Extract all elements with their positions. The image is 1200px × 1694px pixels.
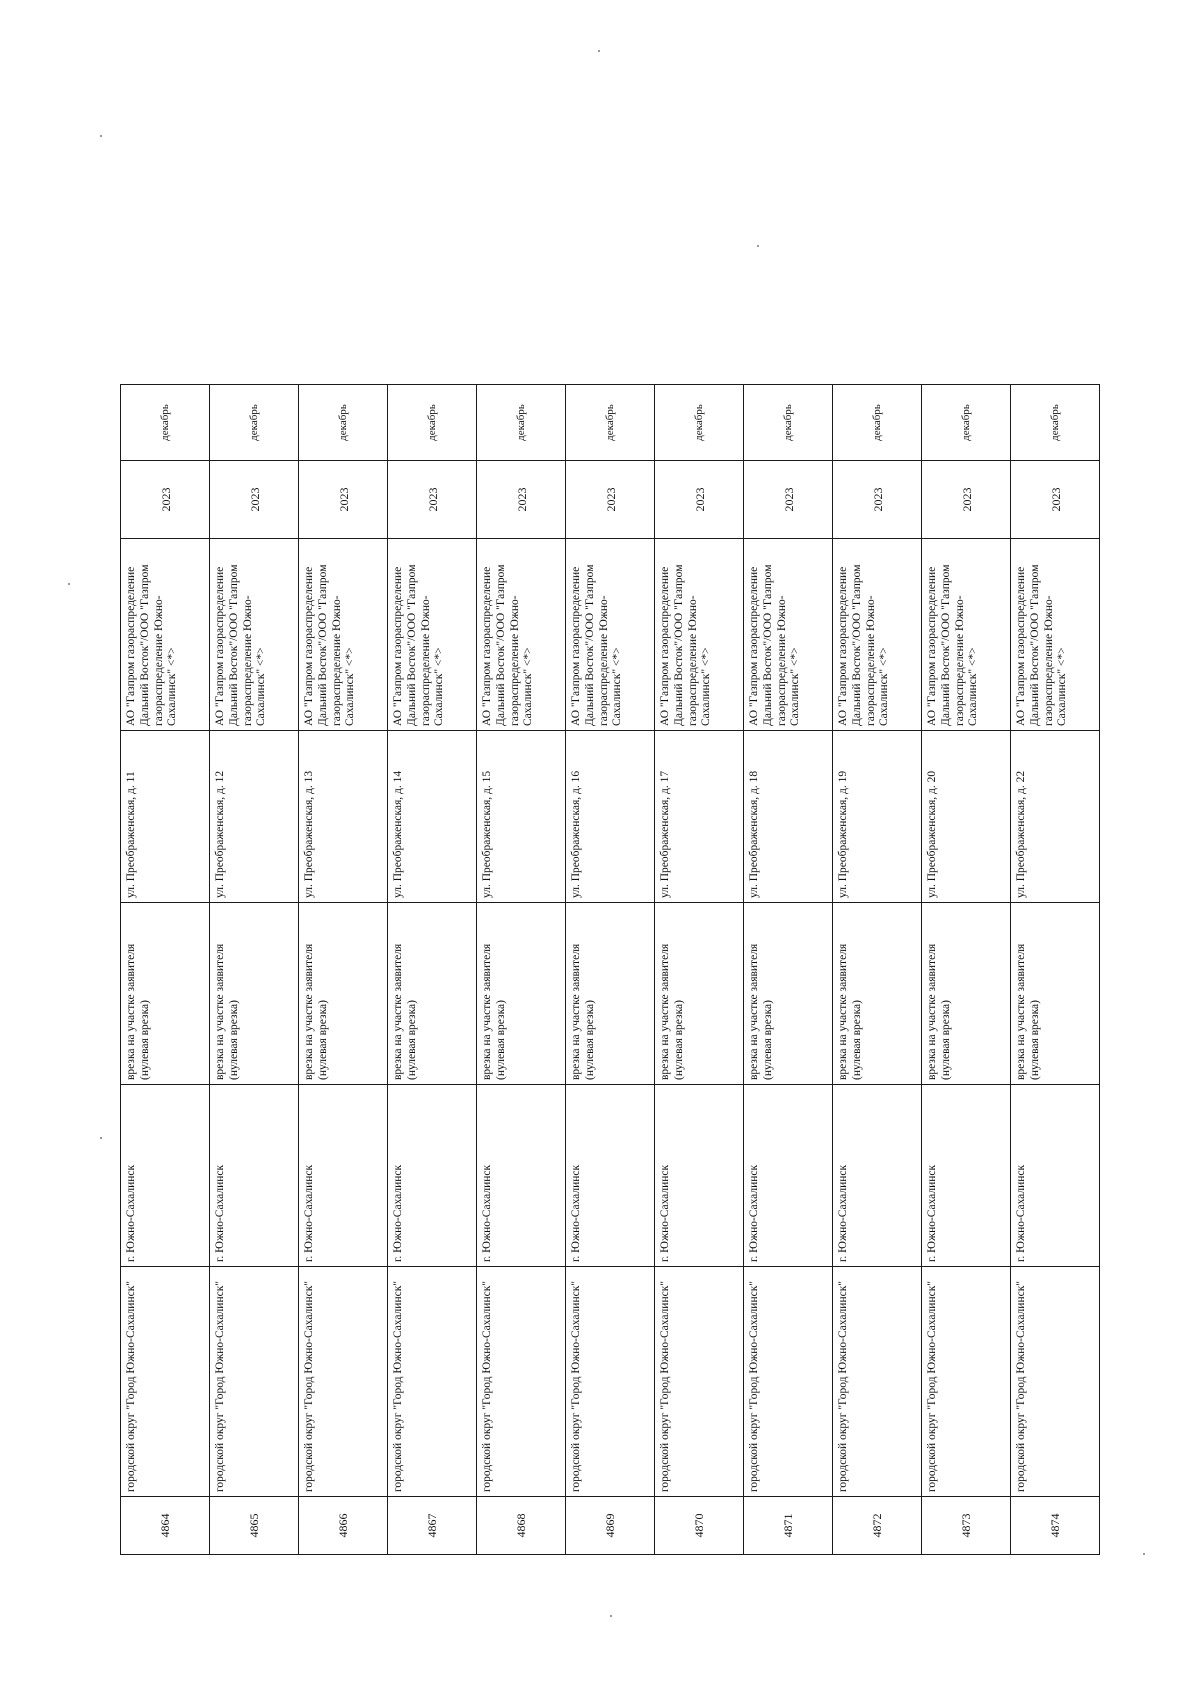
locality-cell: г. Южно-Сахалинск — [299, 1085, 388, 1267]
work-type-cell: врезка на участке заявителя (нулевая врезка) — [210, 903, 299, 1085]
locality-cell: г. Южно-Сахалинск — [388, 1085, 477, 1267]
municipality-cell: городской округ "Город Южно-Сахалинск" — [210, 1267, 299, 1497]
scan-speck — [598, 50, 600, 52]
organization-cell: АО "Газпром газораспределение Дальний Восток"/ООО "Газпром газораспределение Южно-Сахалинск" <*> — [299, 539, 388, 731]
organization-cell: АО "Газпром газораспределение Дальний Восток"/ООО "Газпром газораспределение Южно-Сахалинск" <*> — [477, 539, 566, 731]
row-number: 4864 — [121, 1497, 210, 1555]
month-cell: декабрь — [210, 385, 299, 461]
scan-speck — [757, 245, 759, 247]
month-cell: декабрь — [388, 385, 477, 461]
month-cell: декабрь — [566, 385, 655, 461]
row-number: 4865 — [210, 1497, 299, 1555]
scan-speck — [68, 583, 70, 585]
year-cell: 2023 — [922, 461, 1011, 539]
organization-cell: АО "Газпром газораспределение Дальний Восток"/ООО "Газпром газораспределение Южно-Сахалинск" <*> — [388, 539, 477, 731]
organization-cell: АО "Газпром газораспределение Дальний Восток"/ООО "Газпром газораспределение Южно-Сахалинск" <*> — [210, 539, 299, 731]
table-row — [744, 385, 833, 1555]
year-cell: 2023 — [388, 461, 477, 539]
gas-connection-table — [120, 384, 1100, 1555]
year-cell: 2023 — [655, 461, 744, 539]
locality-cell: г. Южно-Сахалинск — [566, 1085, 655, 1267]
address-cell: ул. Преображенская, д. 11 — [121, 731, 210, 903]
municipality-cell: городской округ "Город Южно-Сахалинск" — [121, 1267, 210, 1497]
work-type-cell: врезка на участке заявителя (нулевая врезка) — [121, 903, 210, 1085]
organization-cell: АО "Газпром газораспределение Дальний Восток"/ООО "Газпром газораспределение Южно-Сахалинск" <*> — [922, 539, 1011, 731]
row-number: 4871 — [744, 1497, 833, 1555]
table-row — [388, 385, 477, 1555]
address-cell: ул. Преображенская, д. 14 — [388, 731, 477, 903]
year-cell: 2023 — [1011, 461, 1100, 539]
work-type-cell: врезка на участке заявителя (нулевая врезка) — [566, 903, 655, 1085]
address-cell: ул. Преображенская, д. 22 — [1011, 731, 1100, 903]
row-number: 4873 — [922, 1497, 1011, 1555]
locality-cell: г. Южно-Сахалинск — [210, 1085, 299, 1267]
address-cell: ул. Преображенская, д. 19 — [833, 731, 922, 903]
organization-cell: АО "Газпром газораспределение Дальний Восток"/ООО "Газпром газораспределение Южно-Сахалинск" <*> — [744, 539, 833, 731]
month-cell: декабрь — [121, 385, 210, 461]
address-cell: ул. Преображенская, д. 13 — [299, 731, 388, 903]
row-number: 4872 — [833, 1497, 922, 1555]
municipality-cell: городской округ "Город Южно-Сахалинск" — [388, 1267, 477, 1497]
work-type-cell: врезка на участке заявителя (нулевая врезка) — [388, 903, 477, 1085]
municipality-cell: городской округ "Город Южно-Сахалинск" — [477, 1267, 566, 1497]
year-cell: 2023 — [121, 461, 210, 539]
table-row — [833, 385, 922, 1555]
work-type-cell: врезка на участке заявителя (нулевая врезка) — [1011, 903, 1100, 1085]
organization-cell: АО "Газпром газораспределение Дальний Восток"/ООО "Газпром газораспределение Южно-Сахалинск" <*> — [833, 539, 922, 731]
rotated-table-container — [120, 385, 1100, 1555]
locality-cell: г. Южно-Сахалинск — [744, 1085, 833, 1267]
month-cell: декабрь — [299, 385, 388, 461]
row-number: 4866 — [299, 1497, 388, 1555]
work-type-cell: врезка на участке заявителя (нулевая врезка) — [655, 903, 744, 1085]
scan-speck — [1143, 1553, 1145, 1555]
scan-speck — [100, 1137, 102, 1139]
work-type-cell: врезка на участке заявителя (нулевая врезка) — [922, 903, 1011, 1085]
municipality-cell: городской округ "Город Южно-Сахалинск" — [299, 1267, 388, 1497]
table-row — [477, 385, 566, 1555]
address-cell: ул. Преображенская, д. 18 — [744, 731, 833, 903]
address-cell: ул. Преображенская, д. 15 — [477, 731, 566, 903]
row-number: 4868 — [477, 1497, 566, 1555]
locality-cell: г. Южно-Сахалинск — [477, 1085, 566, 1267]
municipality-cell: городской округ "Город Южно-Сахалинск" — [744, 1267, 833, 1497]
work-type-cell: врезка на участке заявителя (нулевая врезка) — [744, 903, 833, 1085]
organization-cell: АО "Газпром газораспределение Дальний Восток"/ООО "Газпром газораспределение Южно-Сахалинск" <*> — [1011, 539, 1100, 731]
table-row — [566, 385, 655, 1555]
municipality-cell: городской округ "Город Южно-Сахалинск" — [1011, 1267, 1100, 1497]
year-cell: 2023 — [566, 461, 655, 539]
scan-speck — [610, 1615, 612, 1617]
year-cell: 2023 — [833, 461, 922, 539]
scan-speck — [100, 135, 102, 137]
year-cell: 2023 — [744, 461, 833, 539]
month-cell: декабрь — [655, 385, 744, 461]
address-cell: ул. Преображенская, д. 12 — [210, 731, 299, 903]
address-cell: ул. Преображенская, д. 20 — [922, 731, 1011, 903]
municipality-cell: городской округ "Город Южно-Сахалинск" — [833, 1267, 922, 1497]
address-cell: ул. Преображенская, д. 16 — [566, 731, 655, 903]
table-row — [1011, 385, 1100, 1555]
year-cell: 2023 — [210, 461, 299, 539]
month-cell: декабрь — [744, 385, 833, 461]
year-cell: 2023 — [299, 461, 388, 539]
locality-cell: г. Южно-Сахалинск — [922, 1085, 1011, 1267]
month-cell: декабрь — [922, 385, 1011, 461]
locality-cell: г. Южно-Сахалинск — [833, 1085, 922, 1267]
organization-cell: АО "Газпром газораспределение Дальний Восток"/ООО "Газпром газораспределение Южно-Сахалинск" <*> — [121, 539, 210, 731]
table-row — [922, 385, 1011, 1555]
row-number: 4867 — [388, 1497, 477, 1555]
work-type-cell: врезка на участке заявителя (нулевая врезка) — [477, 903, 566, 1085]
locality-cell: г. Южно-Сахалинск — [655, 1085, 744, 1267]
organization-cell: АО "Газпром газораспределение Дальний Восток"/ООО "Газпром газораспределение Южно-Сахалинск" <*> — [566, 539, 655, 731]
organization-cell: АО "Газпром газораспределение Дальний Восток"/ООО "Газпром газораспределение Южно-Сахалинск" <*> — [655, 539, 744, 731]
table-row — [655, 385, 744, 1555]
row-number: 4874 — [1011, 1497, 1100, 1555]
locality-cell: г. Южно-Сахалинск — [1011, 1085, 1100, 1267]
month-cell: декабрь — [1011, 385, 1100, 461]
month-cell: декабрь — [833, 385, 922, 461]
row-number: 4870 — [655, 1497, 744, 1555]
table-row — [210, 385, 299, 1555]
work-type-cell: врезка на участке заявителя (нулевая врезка) — [833, 903, 922, 1085]
table-row — [121, 385, 210, 1555]
municipality-cell: городской округ "Город Южно-Сахалинск" — [655, 1267, 744, 1497]
locality-cell: г. Южно-Сахалинск — [121, 1085, 210, 1267]
year-cell: 2023 — [477, 461, 566, 539]
month-cell: декабрь — [477, 385, 566, 461]
municipality-cell: городской округ "Город Южно-Сахалинск" — [566, 1267, 655, 1497]
municipality-cell: городской округ "Город Южно-Сахалинск" — [922, 1267, 1011, 1497]
table-row — [299, 385, 388, 1555]
work-type-cell: врезка на участке заявителя (нулевая врезка) — [299, 903, 388, 1085]
address-cell: ул. Преображенская, д. 17 — [655, 731, 744, 903]
table-body — [121, 385, 1100, 1555]
row-number: 4869 — [566, 1497, 655, 1555]
